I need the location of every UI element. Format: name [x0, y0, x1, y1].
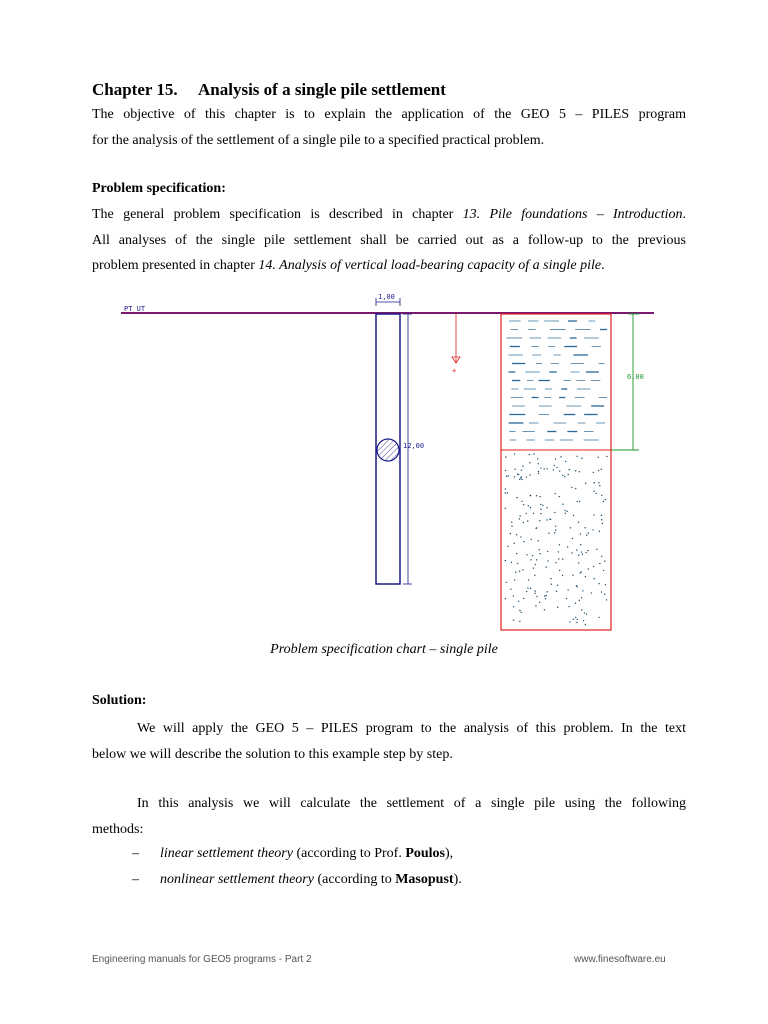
sand-dot: [521, 479, 522, 480]
sand-dot: [568, 474, 569, 475]
sand-dot: [545, 566, 546, 567]
sand-dot: [519, 621, 520, 622]
sand-dot: [542, 505, 543, 506]
sand-dot: [514, 476, 515, 477]
sand-dot: [527, 587, 528, 588]
sand-dot: [539, 602, 540, 603]
sand-dot: [554, 512, 555, 513]
sand-dot: [511, 562, 512, 563]
sand-dot: [577, 619, 578, 620]
problem-line-1: [92, 202, 686, 228]
sand-dot: [536, 559, 537, 560]
sand-dot: [555, 525, 556, 526]
sand-dot: [545, 595, 546, 596]
sand-dot: [546, 507, 547, 508]
sand-dot: [588, 532, 589, 533]
solution-p2-line-2: methods:: [92, 821, 144, 837]
solution-paragraph-1: [92, 716, 686, 767]
sand-dot: [578, 522, 579, 523]
sand-dot: [530, 559, 531, 560]
sand-dot: [516, 534, 517, 535]
sand-dot: [547, 560, 548, 561]
bullet-dash: –: [132, 846, 139, 861]
sand-dot: [598, 482, 599, 483]
sand-dot: [601, 515, 602, 516]
method-author: Masopust: [395, 872, 454, 887]
sand-dot: [537, 540, 538, 541]
problem-line-3-end: .: [601, 258, 605, 273]
sand-dot: [579, 471, 580, 472]
sand-dot: [559, 544, 560, 545]
sand-dot: [527, 520, 528, 521]
sand-dot: [513, 595, 514, 596]
sand-dot: [556, 467, 557, 468]
sand-dot: [606, 599, 607, 600]
sand-dot: [505, 560, 506, 561]
sand-dot: [582, 554, 583, 555]
bullet-dash: –: [132, 872, 139, 887]
sand-dot: [557, 585, 558, 586]
sand-dot: [532, 555, 533, 556]
sand-dot: [517, 563, 518, 564]
sand-dot: [550, 578, 551, 579]
sand-dot: [599, 485, 600, 486]
sand-dot: [530, 588, 531, 589]
sand-dot: [537, 458, 538, 459]
sand-dot: [595, 493, 596, 494]
intro-paragraph: [92, 102, 686, 153]
sand-dot: [593, 514, 594, 515]
sand-dot: [520, 477, 521, 478]
sand-dot: [593, 482, 594, 483]
sand-dot: [601, 495, 602, 496]
groundwater-label: +: [452, 367, 457, 375]
sand-dot: [544, 609, 545, 610]
sand-dot: [581, 597, 582, 598]
sand-dot: [586, 534, 587, 535]
footer-website: www.finesoftware.eu: [574, 954, 666, 965]
sand-dot: [575, 470, 576, 471]
layer-thickness-label: 6,00: [627, 373, 644, 381]
sand-dot: [565, 513, 566, 514]
clay-layer: [506, 321, 607, 440]
sand-dot: [572, 538, 573, 539]
sand-dot: [526, 513, 527, 514]
sand-dot: [572, 574, 573, 575]
sand-dot: [602, 523, 603, 524]
sand-dot: [535, 564, 536, 565]
sand-dot: [521, 612, 522, 613]
sand-dot: [585, 552, 586, 553]
sand-dot: [554, 465, 555, 466]
solution-p1-line-2: below we will describe the solution to this example step by step.: [92, 746, 453, 762]
problem-paragraph: [92, 202, 686, 279]
sand-dot: [508, 475, 509, 476]
sand-dot: [526, 476, 527, 477]
sand-dot: [536, 527, 537, 528]
sand-dot: [529, 454, 530, 455]
sand-dot: [600, 469, 601, 470]
sand-dot: [571, 552, 572, 553]
sand-dot: [601, 591, 602, 592]
sand-dot: [562, 575, 563, 576]
method-note: (according to Prof.: [292, 846, 406, 861]
sand-dot: [598, 470, 599, 471]
sand-dot: [562, 475, 563, 476]
sand-dot: [536, 495, 537, 496]
sand-dot: [523, 522, 524, 523]
sand-dot: [535, 605, 536, 606]
problem-line-1-end: .: [682, 207, 686, 222]
sand-dot: [529, 474, 530, 475]
sand-dot: [530, 539, 531, 540]
sand-dot: [506, 476, 507, 477]
chapter-14-reference: 14. Analysis of vertical load-bearing capacity of a single pile: [258, 258, 602, 273]
sand-dot: [517, 474, 518, 475]
method-note-end: ).: [453, 872, 462, 887]
sand-dot: [576, 456, 577, 457]
sand-dot: [551, 584, 552, 585]
method-note: (according to: [313, 872, 396, 887]
pile-cross-section-symbol: [377, 439, 399, 461]
sand-dot: [585, 624, 586, 625]
method-name: nonlinear settlement theory: [160, 872, 314, 887]
sand-dot: [546, 591, 547, 592]
solution-paragraph-2: [92, 791, 686, 842]
pile-length-label: 12,00: [403, 442, 425, 450]
problem-line-3: [92, 253, 686, 279]
footer-manual-title: Engineering manuals for GEO5 programs - Part 2: [92, 954, 312, 965]
sand-dot: [596, 549, 597, 550]
problem-heading: Problem specification:: [92, 181, 226, 196]
sand-dot: [581, 551, 582, 552]
sand-dot: [605, 499, 606, 500]
sand-dot: [573, 515, 574, 516]
sand-dot: [521, 470, 522, 471]
sand-dot: [539, 496, 540, 497]
sand-dot: [599, 563, 600, 564]
sand-dot: [533, 568, 534, 569]
sand-dot: [584, 612, 585, 613]
sand-dot: [603, 570, 604, 571]
problem-line-3-text: problem presented in chapter: [92, 258, 259, 273]
sand-dot: [516, 553, 517, 554]
sand-dot: [558, 551, 559, 552]
sand-dot: [505, 598, 506, 599]
sand-dot: [588, 568, 589, 569]
chapter-13-reference: 13. Pile foundations – Introduction: [462, 207, 683, 222]
sand-dot: [528, 579, 529, 580]
sand-dot: [555, 458, 556, 459]
sand-dot: [528, 505, 529, 506]
sand-dot: [562, 558, 563, 559]
sand-dot: [558, 558, 559, 559]
method-list-item: [132, 846, 453, 862]
sand-dot: [523, 504, 524, 505]
sand-dot: [576, 622, 577, 623]
method-list-item: [132, 872, 462, 888]
sand-dot: [505, 492, 506, 493]
sand-dot: [601, 556, 602, 557]
sand-dot: [534, 574, 535, 575]
sand-dot: [562, 504, 563, 505]
sand-dot: [511, 522, 512, 523]
sand-dot: [604, 593, 605, 594]
sand-dot: [529, 462, 530, 463]
sand-dot: [567, 546, 568, 547]
sand-dot: [559, 570, 560, 571]
sand-dot: [534, 590, 535, 591]
sand-dot: [579, 572, 580, 573]
sand-dot: [519, 479, 520, 480]
sand-dot: [554, 493, 555, 494]
sand-dot: [510, 533, 511, 534]
problem-line-2: All analyses of the single pile settlement shall be carried out as a follow-up to the previous: [92, 232, 686, 248]
sand-dot: [560, 456, 561, 457]
sand-dot: [575, 488, 576, 489]
sand-dot: [540, 513, 541, 514]
sand-dot: [505, 456, 506, 457]
sand-dot: [536, 596, 537, 597]
ground-label: PT UT: [124, 305, 146, 313]
sand-dot: [555, 562, 556, 563]
sand-dot: [583, 620, 584, 621]
chapter-title: [92, 80, 446, 100]
sand-dot: [582, 590, 583, 591]
sand-dot: [566, 511, 567, 512]
sand-dot: [559, 470, 560, 471]
sand-dot: [522, 465, 523, 466]
sand-dot: [526, 591, 527, 592]
sand-dot: [510, 588, 511, 589]
sand-dot: [554, 532, 555, 533]
sand-dot: [576, 549, 577, 550]
sand-dot: [546, 468, 547, 469]
sand-dot: [519, 571, 520, 572]
sand-dot: [580, 544, 581, 545]
sand-dot: [604, 560, 605, 561]
chapter-title-text: Analysis of a single pile settlement: [198, 80, 446, 99]
sand-dot: [557, 607, 558, 608]
sand-dot: [593, 472, 594, 473]
sand-dot: [593, 566, 594, 567]
sand-dot: [603, 501, 604, 502]
sand-dot: [577, 586, 578, 587]
problem-specification-chart: [121, 283, 655, 635]
sand-dot: [576, 501, 577, 502]
solution-p1-line-1: We will apply the GEO 5 – PILES program to the analysis of this problem. In the text: [137, 721, 686, 736]
pile-diameter-label: 1,00: [378, 293, 395, 301]
sand-dot: [506, 582, 507, 583]
sand-dot: [567, 589, 568, 590]
sand-dot: [505, 488, 506, 489]
sand-dot: [521, 501, 522, 502]
intro-line-1: The objective of this chapter is to explain the application of the GEO 5 – PILES program: [92, 107, 686, 122]
sand-dot: [520, 536, 521, 537]
sand-dot: [547, 519, 548, 520]
sand-dot: [565, 461, 566, 462]
sand-dot: [579, 600, 580, 601]
sand-dot: [580, 533, 581, 534]
sand-dot: [513, 619, 514, 620]
solution-p2-line-1: In this analysis we will calculate the settlement of a single pile using the following: [137, 796, 686, 811]
sand-dot: [507, 546, 508, 547]
sand-dot: [523, 598, 524, 599]
sand-dot: [519, 610, 520, 611]
chapter-number: Chapter 15.: [92, 80, 178, 99]
sand-dot: [514, 453, 515, 454]
sand-dot: [544, 595, 545, 596]
sand-dot: [558, 496, 559, 497]
sand-dot: [519, 515, 520, 516]
figure-caption: Problem specification chart – single pile: [270, 642, 498, 657]
sand-dot: [514, 579, 515, 580]
sand-dot: [581, 458, 582, 459]
sand-dot: [593, 491, 594, 492]
sand-dot: [515, 572, 516, 573]
solution-heading: Solution:: [92, 693, 147, 708]
sand-dot: [549, 518, 550, 519]
sand-dot: [511, 525, 512, 526]
sand-dot: [586, 613, 587, 614]
method-name: linear settlement theory: [160, 846, 293, 861]
sand-dot: [585, 483, 586, 484]
sand-dot: [575, 603, 576, 604]
sand-dot: [522, 569, 523, 570]
sand-dot: [579, 501, 580, 502]
sand-dot: [519, 518, 520, 519]
sand-dot: [592, 529, 593, 530]
sand-dot: [578, 554, 579, 555]
sand-dot: [538, 471, 539, 472]
sand-dot: [526, 554, 527, 555]
sand-dot: [564, 510, 565, 511]
sand-dot: [505, 470, 506, 471]
sand-dot: [553, 469, 554, 470]
sand-dot: [507, 492, 508, 493]
sand-dot: [539, 553, 540, 554]
sand-dot: [534, 593, 535, 594]
sand-dot: [516, 497, 517, 498]
sand-layer: [504, 453, 607, 625]
sand-dot: [569, 469, 570, 470]
sand-dot: [540, 504, 541, 505]
sand-dot: [513, 606, 514, 607]
sand-dot: [573, 619, 574, 620]
sand-dot: [545, 598, 546, 599]
sand-dot: [599, 531, 600, 532]
sand-dot: [538, 463, 539, 464]
sand-dot: [504, 508, 505, 509]
sand-dot: [533, 513, 534, 514]
sand-dot: [530, 495, 531, 496]
borehole-outline: [501, 314, 611, 630]
method-note-end: ),: [445, 846, 454, 861]
sand-dot: [597, 457, 598, 458]
sand-dot: [598, 583, 599, 584]
sand-dot: [601, 519, 602, 520]
sand-dot: [514, 468, 515, 469]
sand-dot: [593, 578, 594, 579]
sand-dot: [585, 576, 586, 577]
sand-dot: [584, 527, 585, 528]
sand-dot: [540, 467, 541, 468]
sand-dot: [598, 617, 599, 618]
method-author: Poulos: [405, 846, 446, 861]
sand-dot: [606, 456, 607, 457]
sand-dot: [539, 520, 540, 521]
sand-dot: [605, 584, 606, 585]
sand-dot: [571, 487, 572, 488]
sand-dot: [564, 476, 565, 477]
sand-dot: [566, 598, 567, 599]
problem-line-1-text: The general problem specification is described in chapter: [92, 207, 463, 222]
sand-dot: [548, 532, 549, 533]
sand-dot: [591, 592, 592, 593]
sand-dot: [543, 468, 544, 469]
sand-dot: [569, 621, 570, 622]
sand-dot: [514, 543, 515, 544]
sand-dot: [547, 551, 548, 552]
sand-dot: [538, 473, 539, 474]
sand-dot: [570, 527, 571, 528]
sand-dot: [555, 530, 556, 531]
sand-dot: [540, 508, 541, 509]
sand-dot: [587, 550, 588, 551]
sand-dot: [518, 601, 519, 602]
sand-dot: [533, 453, 534, 454]
sand-dot: [523, 541, 524, 542]
sand-dot: [575, 617, 576, 618]
sand-dot: [539, 549, 540, 550]
sand-dot: [578, 562, 579, 563]
sand-dot: [581, 609, 582, 610]
sand-dot: [556, 591, 557, 592]
sand-dot: [530, 507, 531, 508]
sand-dot: [568, 606, 569, 607]
intro-line-2: for the analysis of the settlement of a single pile to a specified practical problem.: [92, 132, 545, 148]
